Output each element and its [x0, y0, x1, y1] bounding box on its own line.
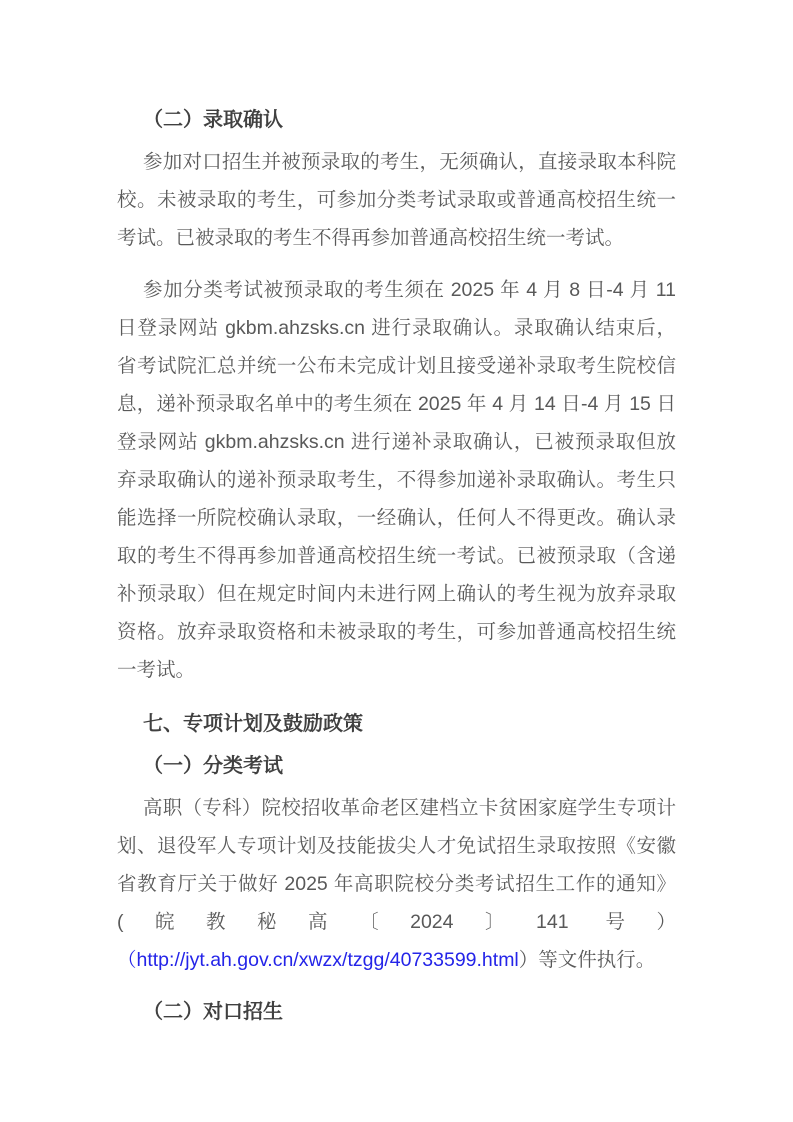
para-gaozhi-text-after-link: ）等文件执行。	[518, 949, 656, 971]
para-duikou-preadmitted: 参加对口招生并被预录取的考生，无须确认，直接录取本科院校。未被录取的考生，可参加分类考试录取或普通高校招生统一考试。已被录取的考生不得再参加普通高校招生统一考试。	[117, 151, 676, 249]
para-fenlei-confirmation: 参加分类考试被预录取的考生须在 2025 年 4 月 8 日-4 月 11 日登录网站 gkbm.ahzsks.cn 进行录取确认。录取确认结束后，省考试院汇总并统一公布未完成计划且接受递补录取考生院校信息，递补预录取名单中的考生须在 2025 年 4 月 14 日-4 月 15 日登录网站 gkbm.ahzsks.cn 进行递补录取确认，已被预录取但放弃录取确认的递补预录取考生，不得参加递补录取确认。考生只能选择一所院校确认录取，一经确认，任何人不得更改。确认录取的考生不得再参加普通高校招生统一考试。已被预录取（含递补预录取）但在规定时间内未进行网上确认的考生视为放弃录取资格。放弃录取资格和未被录取的考生，可参加普通高校招生统一考试。	[117, 279, 677, 681]
heading-duikou-zhaosheng: （二）对口招生	[143, 1001, 283, 1023]
para-gaozhi-text-before-link: 高职（专科）院校招收革命老区建档立卡贫困家庭学生专项计划、退役军人专项计划及技能拔尖人才免试招生录取按照《安徽省教育厅关于做好 2025 年高职院校分类考试招生工作的通知》(皖教秘高〔2024〕141 号）	[117, 797, 676, 933]
heading-special-plans-policy: 七、专项计划及鼓励政策	[143, 713, 363, 735]
heading-admission-confirmation: （二）录取确认	[143, 109, 283, 131]
notice-hyperlink[interactable]: （http://jyt.ah.gov.cn/xwzx/tzgg/40733599.html	[117, 949, 519, 971]
para-gaozhi-policy	[117, 789, 676, 979]
heading-classified-exam: （一）分类考试	[143, 755, 283, 777]
